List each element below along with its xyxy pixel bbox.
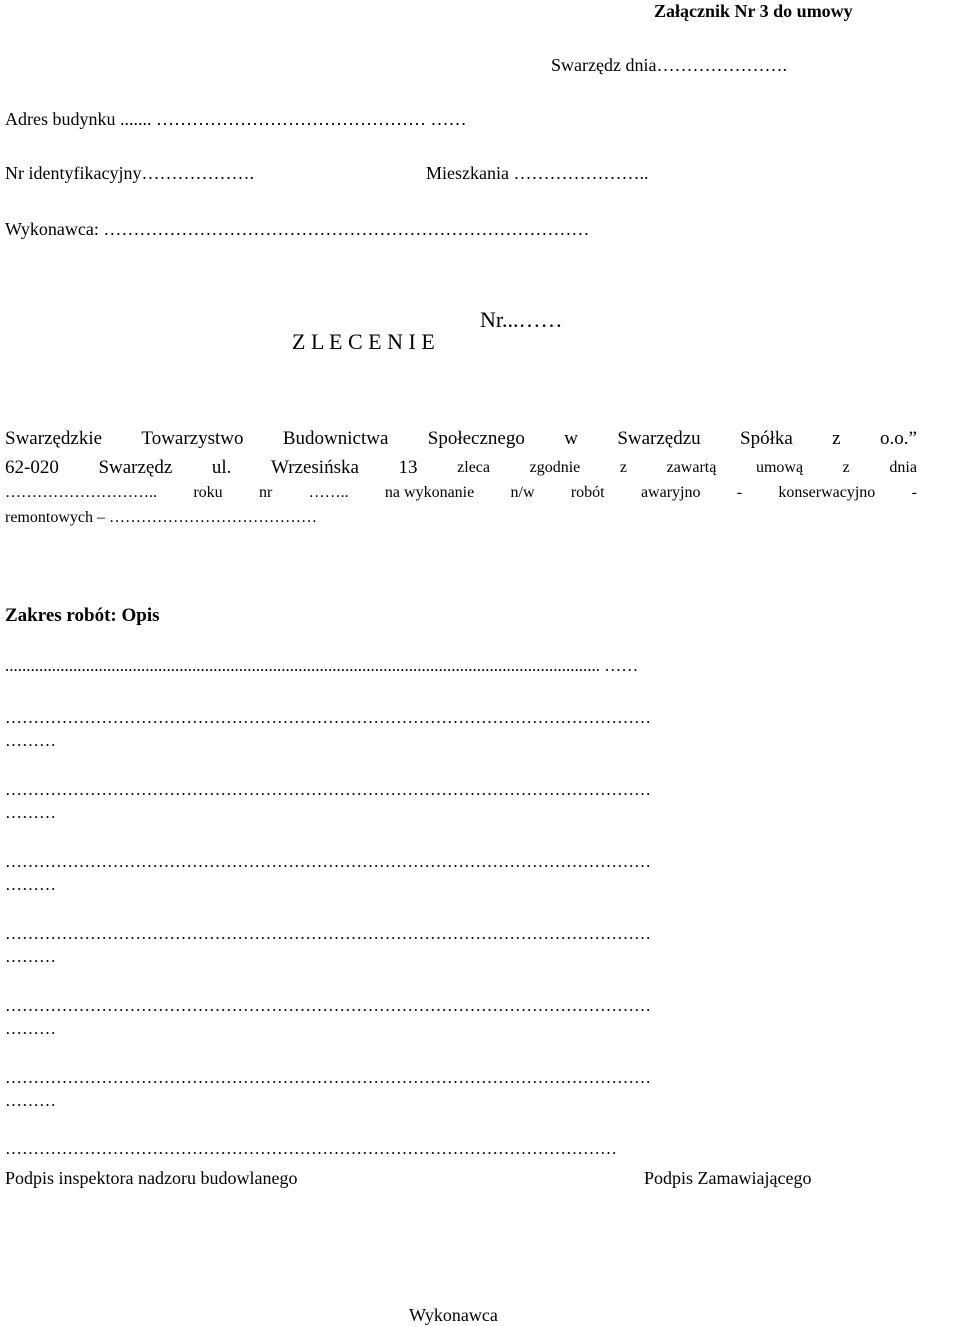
scope-line: ……… — [5, 947, 56, 966]
order-title — [281, 307, 563, 375]
word: z — [619, 459, 627, 476]
scope-line: ............................................................................................................................................ …… — [5, 656, 639, 675]
word: na wykonanie — [384, 484, 475, 501]
scope-line: …………………………………………………………………………………………………… — [5, 780, 651, 799]
word: o.o.” — [879, 428, 917, 449]
word: awaryjno — [640, 484, 701, 501]
attachment-title: Załącznik Nr 3 do umowy — [654, 1, 853, 21]
contractor-signature-label: Wykonawca — [409, 1305, 498, 1325]
word: n/w — [510, 484, 535, 501]
word: roku — [193, 484, 223, 501]
contractor-field: Wykonawca: ……………………………………………………………………… — [5, 219, 590, 239]
scope-line: …………………………………………………………………………………………………… — [5, 1068, 651, 1087]
client-signature-label: Podpis Zamawiającego — [644, 1168, 812, 1188]
scope-line: ……… — [5, 1019, 56, 1038]
inspector-signature-label: Podpis inspektora nadzoru budowlanego — [5, 1168, 298, 1188]
word: Społecznego — [427, 428, 525, 449]
scope-line: …………………………………………………………………………………………………… — [5, 708, 651, 727]
word: …….. — [308, 484, 349, 501]
word: Towarzystwo — [141, 428, 244, 449]
word: zawartą — [666, 459, 717, 476]
word: Wrzesińska — [271, 457, 359, 478]
flat-field: Mieszkania ………………….. — [426, 163, 649, 183]
scope-line: ……… — [5, 803, 56, 822]
word: Budownictwa — [282, 428, 389, 449]
word: - — [911, 484, 917, 501]
word: nr — [258, 484, 273, 501]
scope-line: ……………………………………………………………………………………………… — [5, 1139, 617, 1158]
order-number: Nr...…… — [480, 307, 563, 332]
scope-line: …………………………………………………………………………………………………… — [5, 996, 651, 1015]
scope-line: ……… — [5, 1091, 56, 1110]
word: robót — [570, 484, 605, 501]
order-paragraph-line-4: remontowych – ………………………………… — [5, 509, 317, 526]
word: Spółka — [740, 428, 793, 449]
word: dnia — [889, 459, 917, 476]
word: zleca — [457, 459, 490, 476]
word: ……………………….. — [5, 484, 157, 501]
word: w — [564, 428, 578, 449]
identification-number-field: Nr identyfikacyjny………………. — [5, 163, 254, 183]
word: ul. — [211, 457, 232, 478]
date-field: Swarzędz dnia…………………. — [551, 55, 787, 75]
word: zgodnie — [529, 459, 581, 476]
order-title-main: Z L E C E N I E — [292, 329, 435, 354]
word: 13 — [398, 457, 418, 478]
word: z — [842, 459, 850, 476]
word: konserwacyjno — [778, 484, 876, 501]
word: Swarzędz — [98, 457, 173, 478]
word: Swarzędzkie — [5, 428, 103, 449]
scope-line: …………………………………………………………………………………………………… — [5, 852, 651, 871]
order-paragraph-line-3 — [5, 480, 917, 506]
scope-line: …………………………………………………………………………………………………… — [5, 924, 651, 943]
word: umową — [755, 459, 804, 476]
scope-of-work-heading: Zakres robót: Opis — [5, 605, 160, 626]
word: - — [736, 484, 743, 501]
word: Swarzędzu — [617, 428, 701, 449]
order-paragraph-line-1 — [5, 426, 917, 452]
scope-line: ……… — [5, 731, 56, 750]
order-paragraph-line-2 — [5, 455, 917, 481]
word: 62-020 — [5, 457, 59, 478]
scope-line: ……… — [5, 875, 56, 894]
word: z — [832, 428, 841, 449]
building-address-field: Adres budynku ....... ……………………………………… …… — [5, 109, 467, 129]
